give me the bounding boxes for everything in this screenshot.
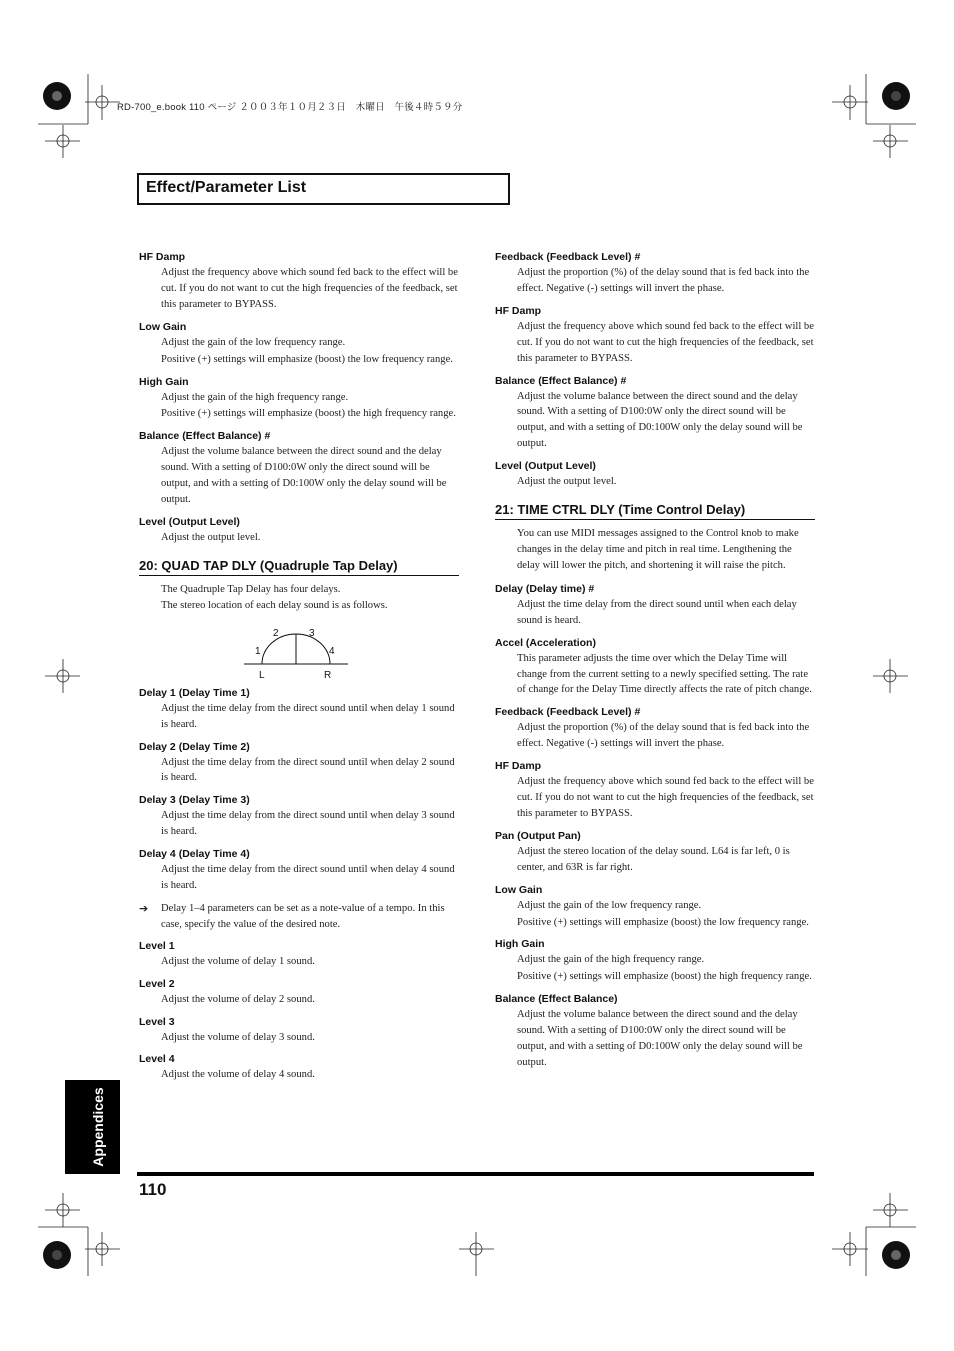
parameter-entry	[139, 429, 459, 508]
parameter-description: Positive (+) settings will emphasize (boost) the low frequency range.	[161, 353, 453, 365]
parameter-description: Adjust the output level.	[161, 531, 261, 543]
page-number: 110	[139, 1180, 167, 1199]
right-column	[495, 250, 815, 1078]
parameter-description: Positive (+) settings will emphasize (boost) the low frequency range.	[517, 916, 809, 928]
parameter-description: Positive (+) settings will emphasize (boost) the high frequency range.	[517, 971, 812, 983]
parameter-name: Delay 4 (Delay Time 4)	[139, 848, 250, 861]
parameter-entry	[495, 582, 815, 629]
parameter-description: Positive (+) settings will emphasize (boost) the high frequency range.	[161, 408, 456, 420]
side-tab-label: Appendices	[90, 1087, 106, 1167]
parameter-description: Adjust the frequency above which sound fed back to the effect will be cut. If you do not want to cut the high frequencies of the feedback, set this parameter to BYPASS.	[161, 267, 458, 310]
parameter-description: Adjust the time delay from the direct sound until when each delay sound is heard.	[517, 598, 797, 626]
parameter-name: Delay 3 (Delay Time 3)	[139, 794, 250, 807]
parameter-description: This parameter adjusts the time over which the Delay Time will change from the current setting to a newly specified setting. The rate of change for the Delay Time directly affects the rate of pitch change.	[517, 652, 812, 696]
parameter-entry	[139, 793, 459, 840]
parameter-entry	[139, 977, 459, 1008]
parameter-description: Adjust the volume of delay 4 sound.	[161, 1069, 315, 1081]
parameter-description: Adjust the volume balance between the direct sound and the delay sound. With a setting of D100:0W only the direct sound will be output, and with a setting of D0:100W only the delay sound will be output.	[517, 1009, 803, 1068]
parameter-name: Accel (Acceleration)	[495, 636, 596, 649]
parameter-entry	[495, 759, 815, 822]
parameter-description: Adjust the gain of the low frequency range.	[161, 336, 346, 348]
parameter-name: Feedback (Feedback Level) #	[495, 706, 641, 719]
parameter-name: Level 2	[139, 977, 175, 990]
parameter-name: Pan (Output Pan)	[495, 829, 581, 842]
arrow-icon: ➔	[139, 901, 149, 915]
parameter-description: Adjust the volume of delay 3 sound.	[161, 1031, 315, 1043]
parameter-description: Adjust the volume balance between the direct sound and the delay sound. With a setting of D100:0W only the direct sound will be output, and with a setting of D0:100W only the delay sound will be output.	[161, 446, 447, 506]
intro-text: The Quadruple Tap Delay has four delays.	[161, 583, 341, 595]
parameter-entry	[495, 250, 815, 297]
parameter-name: High Gain	[139, 375, 189, 388]
parameter-description: Adjust the volume balance between the direct sound and the delay sound. With a setting of D100:0W only the direct sound will be output, and with a setting of D0:100W only the delay sound will be output.	[517, 390, 803, 450]
parameter-description: Adjust the frequency above which sound fed back to the effect will be cut. If you do not want to cut the high frequencies of the feedback, set this parameter to BYPASS.	[517, 776, 814, 819]
parameter-entry	[139, 515, 459, 546]
diagram-label-4: 4	[329, 645, 335, 657]
left-params-top	[139, 250, 459, 546]
parameter-entry	[495, 992, 815, 1071]
print-header: RD-700_e.book 110 ページ ２００３年１０月２３日 木曜日 午後４時５９分	[117, 102, 463, 113]
parameter-name: Low Gain	[495, 883, 543, 896]
parameter-entry	[139, 1052, 459, 1083]
parameter-entry	[139, 250, 459, 313]
parameter-description: Adjust the stereo location of the delay sound. L64 is far left, 0 is center, and 63R is far right.	[517, 845, 790, 873]
section-title-box	[137, 173, 510, 205]
left-params-delay	[139, 686, 459, 894]
note-text: Delay 1–4 parameters can be set as a note-value of a tempo. In this case, specify the value of the desired note.	[161, 902, 445, 930]
diagram-label-right: R	[324, 669, 332, 681]
parameter-name: Delay 2 (Delay Time 2)	[139, 740, 250, 753]
parameter-name: Delay (Delay time) #	[495, 582, 595, 595]
diagram-label-3: 3	[309, 627, 315, 639]
parameter-name: HF Damp	[495, 304, 542, 317]
parameter-name: High Gain	[495, 938, 545, 951]
section-heading-quad-tap-delay: 20: QUAD TAP DLY (Quadruple Tap Delay)	[139, 558, 459, 576]
diagram-label-left: L	[259, 669, 265, 681]
parameter-name: Balance (Effect Balance)	[495, 993, 618, 1006]
section-heading-time-ctrl-delay: 21: TIME CTRL DLY (Time Control Delay)	[495, 502, 815, 520]
parameter-entry	[139, 740, 459, 787]
parameter-name: Delay 1 (Delay Time 1)	[139, 686, 250, 699]
parameter-entry	[495, 374, 815, 453]
intro-text: You can use MIDI messages assigned to the Control knob to make changes in the delay time and pitch in real time. Lengthening the delay will lower the pitch, and shortening it will raise the pitch.	[517, 528, 799, 571]
parameter-entry	[495, 459, 815, 490]
parameter-description: Adjust the gain of the high frequency range.	[517, 954, 705, 966]
left-params-level	[139, 939, 459, 1084]
left-column	[139, 250, 459, 1090]
parameter-name: Level 4	[139, 1053, 175, 1066]
parameter-description: Adjust the time delay from the direct sound until when delay 3 sound is heard.	[161, 810, 455, 838]
parameter-entry	[495, 937, 815, 985]
diagram-label-2: 2	[273, 627, 279, 639]
parameter-entry	[139, 375, 459, 423]
right-params-top	[495, 250, 815, 490]
parameter-entry	[495, 636, 815, 699]
parameter-entry	[139, 939, 459, 970]
parameter-name: Balance (Effect Balance) #	[495, 374, 627, 387]
parameter-description: Adjust the time delay from the direct sound until when delay 2 sound is heard.	[161, 756, 455, 784]
parameter-entry	[139, 686, 459, 733]
bottom-rule	[137, 1172, 814, 1176]
quad-tap-intro	[139, 582, 459, 614]
parameter-description: Adjust the gain of the low frequency range.	[517, 899, 702, 911]
parameter-description: Adjust the frequency above which sound fed back to the effect will be cut. If you do not want to cut the high frequencies of the feedback, set this parameter to BYPASS.	[517, 320, 814, 364]
parameter-name: Low Gain	[139, 320, 187, 333]
parameter-entry	[495, 304, 815, 367]
parameter-entry	[139, 1015, 459, 1046]
parameter-description: Adjust the time delay from the direct sound until when delay 1 sound is heard.	[161, 702, 455, 730]
parameter-entry	[139, 320, 459, 368]
time-ctrl-intro	[495, 526, 815, 574]
parameter-name: Balance (Effect Balance) #	[139, 430, 271, 443]
parameter-description: Adjust the gain of the high frequency range.	[161, 391, 349, 403]
parameter-name: HF Damp	[139, 251, 186, 263]
parameter-name: Level (Output Level)	[139, 515, 240, 528]
parameter-description: Adjust the proportion (%) of the delay sound that is fed back into the effect. Negative (-) settings will invert the phase.	[517, 722, 810, 750]
parameter-entry	[139, 847, 459, 894]
section-title: Effect/Parameter List	[146, 179, 307, 196]
parameter-entry	[495, 829, 815, 876]
side-tab	[65, 1080, 120, 1174]
parameter-description: Adjust the volume of delay 1 sound.	[161, 955, 315, 967]
parameter-name: Level 1	[139, 939, 175, 952]
parameter-description: Adjust the time delay from the direct sound until when delay 4 sound is heard.	[161, 864, 455, 892]
parameter-description: Adjust the volume of delay 2 sound.	[161, 993, 315, 1005]
parameter-entry	[495, 705, 815, 752]
parameter-description: Adjust the output level.	[517, 476, 617, 488]
parameter-name: Level (Output Level)	[495, 460, 596, 473]
parameter-entry	[495, 883, 815, 931]
diagram-label-1: 1	[255, 645, 261, 657]
intro-text: The stereo location of each delay sound is as follows.	[161, 599, 388, 611]
stereo-location-diagram	[244, 624, 354, 686]
right-params-bottom	[495, 582, 815, 1071]
parameter-description: Adjust the proportion (%) of the delay sound that is fed back into the effect. Negative (-) settings will invert the phase.	[517, 267, 810, 294]
parameter-name: Level 3	[139, 1015, 175, 1028]
parameter-name: Feedback (Feedback Level) #	[495, 251, 641, 263]
parameter-name: HF Damp	[495, 760, 542, 773]
tempo-note	[139, 901, 459, 933]
